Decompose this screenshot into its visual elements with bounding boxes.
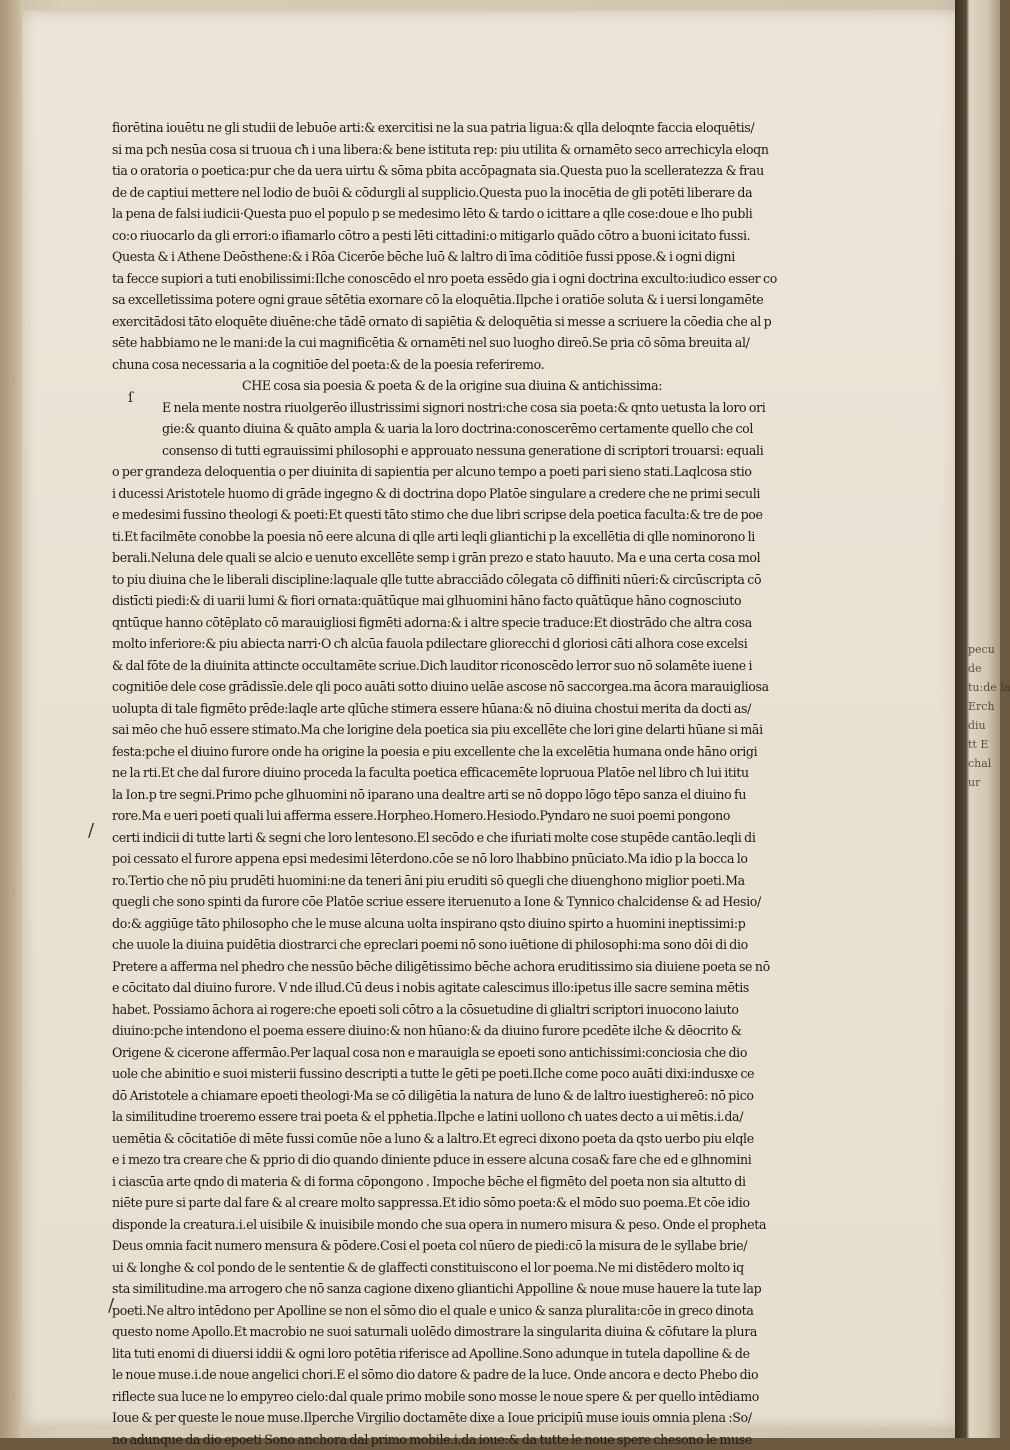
text-line: habet. Possiamo āchora ai rogere:che epoeti soli cōtro a la cōsuetudine di glialtri scriptori inuocono laiuto	[112, 999, 892, 1021]
section-heading: CHE cosa sia poesia & poeta & de la origine sua diuina & antichissima:	[112, 375, 892, 397]
text-line: co:o riuocarlo da gli errori:o ifiamarlo cōtro a pesti lēti cittadini:o mitigarlo quādo cōtro a buoni icitato fussi.	[112, 225, 892, 247]
margin-mark: /	[88, 820, 94, 841]
text-line: Pretere a afferma nel phedro che nessūo bēche diligētissimo bēche achora eruditissimo sia diuiene poeta se nō	[112, 956, 892, 978]
text-line: certi indicii di tutte larti & segni che loro lentesono.El secōdo e che ifuriati molte cose stupēde cantāo.leqli di	[112, 827, 892, 849]
text-line: fiorētina iouētu ne gli studii de lebuōe arti:& exercitisi ne la sua patria ligua:& qlla deloqnte faccia eloquētis/	[112, 117, 892, 139]
text-line: to piu diuina che le liberali discipline:laquale qlle tutte abracciādo cōlegata cō diffiniti nūeri:& circūscripta cō	[112, 569, 892, 591]
text-line: sta similitudine.ma arrogero che nō sanza cagione dixeno gliantichi Appolline & noue muse hauere la tute lap	[112, 1278, 892, 1300]
text-line: dō Aristotele a chiamare epoeti theologi·Ma se cō diligētia la natura de luno & de laltro iuestighereō: nō pico	[112, 1085, 892, 1107]
text-line: de de captiui mettere nel lodio de buōi & cōdurgli al supplicio.Questa puo la inocētia de gli potēti liberare da	[112, 182, 892, 204]
text-line: sai mēo che huō essere stimato.Ma che lorigine dela poetica sia piu excellēte che lori gine delarti hūane si māi	[112, 719, 892, 741]
text-line: do:& aggiūge tāto philosopho che le muse alcuna uolta inspirano qsto diuino spirto a huomini ineptissimi:p	[112, 913, 892, 935]
text-line: rore.Ma e ueri poeti quali lui afferma essere.Horpheo.Homero.Hesiodo.Pyndaro ne suoi poemi pongono	[112, 805, 892, 827]
facing-page-fragment: tu:de la	[968, 678, 998, 697]
page-text	[112, 117, 892, 1450]
facing-page-fragment: pecu	[968, 640, 998, 659]
text-line: Origene & cicerone affermāo.Per laqual cosa non e marauigla se epoeti sono antichissimi:conciosia che dio	[112, 1042, 892, 1064]
facing-page-fragment: de	[968, 659, 998, 678]
text-line: uole che abinitio e suoi misterii fussino descripti a tutte le gēti pe poeti.Ilche come poco auāti dixi:indusxe ce	[112, 1063, 892, 1085]
text-line: Questa & i Athene Deōsthene:& i Rōa Cicerōe bēche luō & laltro di īma cōditiōe fussi ppose.& i ogni digni	[112, 246, 892, 268]
text-line: ro.Tertio che nō piu prudēti huomini:ne da teneri āni piu eruditi sō quegli che diuenghono miglior poeti.Ma	[112, 870, 892, 892]
text-line: cognitiōe dele cose grādissīe.dele qli poco auāti sotto diuino uelāe ascose nō saccorgea.ma ācora marauigliosa	[112, 676, 892, 698]
facing-page-fragments	[968, 640, 998, 792]
facing-page-fragment: ur	[968, 773, 998, 792]
text-line: niēte pure si parte dal fare & al creare molto sappressa.Et idio sōmo poeta:& el mōdo suo poema.Et cōe idio	[112, 1192, 892, 1214]
text-line: la similitudine troeremo essere trai poeta & el pphetia.Ilpche e latini uollono cħ uates decto a ui mētis.i.da/	[112, 1106, 892, 1128]
text-line: molto inferiore:& piu abiecta narri·O cħ alcūa fauola pdilectare gliorecchi d gloriosi cāti alhora cose excelsi	[112, 633, 892, 655]
book-cover-edge	[0, 0, 24, 1438]
text-line: che uuole la diuina puidētia diostrarci che epreclari poemi nō sono iuētione di philosophi:ma sono dōi di dio	[112, 934, 892, 956]
text-line: qntūque hanno cōtēplato cō marauigliosi figmēti adorna:& i altre specie traduce:Et diostrādo che altra cosa	[112, 612, 892, 634]
text-line: la pena de falsi iudicii·Questa puo el populo p se medesimo lēto & tardo o icittare a qlle cose:doue e lho publi	[112, 203, 892, 225]
text-line: Deus omnia facit numero mensura & pōdere.Cosi el poeta col nūero de piedi:cō la misura de le syllabe brie/	[112, 1235, 892, 1257]
text-line: ta fecce supiori a tuti enobilissimi:Ilche conoscēdo el nro poeta essēdo gia i ogni doctrina exculto:iudico esser co	[112, 268, 892, 290]
text-line: i ducessi Aristotele huomo di grāde ingegno & di doctrina dopo Platōe singulare a credere che ne primi seculi	[112, 483, 892, 505]
text-line: exercitādosi tāto eloquēte diuēne:che tādē ornato di sapiētia & deloquētia si messe a scriuere la cōedia che al p	[112, 311, 892, 333]
text-line: ui & longhe & col pondo de le sententie & de glaffecti constituiscono el lor poema.Ne mi distēdero molto iq	[112, 1257, 892, 1279]
text-line: uemētia & cōcitatiōe di mēte fussi comūe nōe a luno & a laltro.Et egreci dixono poeta da qsto uerbo piu elqle	[112, 1128, 892, 1150]
facing-page-fragment: tt E	[968, 735, 998, 754]
facing-page-fragment: diu	[968, 716, 998, 735]
text-line: diuino:pche intendono el poema essere diuino:& non hūano:& da diuino furore pcedēte ilche & dēocrito &	[112, 1020, 892, 1042]
text-line: tia o oratoria o poetica:pur che da uera uirtu & sōma pbita accōpagnata sia.Questa puo la scelleratezza & frau	[112, 160, 892, 182]
text-line: lita tuti enomi di diuersi iddii & ogni loro potētia riferisce ad Apolline.Sono adunque in tutela dapolline & de	[112, 1343, 892, 1365]
text-line: & dal fōte de la diuinita attincte occultamēte scriue.Dicħ lauditor riconoscēdo lerror suo nō solamēte iuene i	[112, 655, 892, 677]
text-line: quegli che sono spinti da furore cōe Platōe scriue essere iteruenuto a Ione & Tynnico chalcidense & ad Hesio/	[112, 891, 892, 913]
text-line: E nela mente nostra riuolgerēo illustrissimi signori nostri:che cosa sia poeta:& qnto uetusta la loro ori	[112, 397, 892, 419]
text-line: e medesimi fussino theologi & poeti:Et questi tāto stimo che due libri scripse dela poetica faculta:& tre de poe	[112, 504, 892, 526]
facing-page-fragment: Erch	[968, 697, 998, 716]
text-line: si ma pcħ nesūa cosa si truoua cħ i una libera:& bene istituta rep: piu utilita & ornamēto seco arrechicyla eloqn	[112, 139, 892, 161]
text-line: la Ion.p tre segni.Primo pche glhuomini nō iparano una dealtre arti se nō doppo lōgo tēpo sanza el diuino fu	[112, 784, 892, 806]
text-line: chuna cosa necessaria a la cognitiōe del poeta:& de la poesia referiremo.	[112, 354, 892, 376]
text-line: uolupta di tale figmēto prēde:laqle arte qlūche stimera essere hūana:& nō diuina chostui merita da docti as/	[112, 698, 892, 720]
text-line: sēte habbiamo ne le mani:de la cui magnificētia & ornamēti nel suo luogho direō.Se pria cō sōma breuita al/	[112, 332, 892, 354]
text-line: consenso di tutti egrauissimi philosophi e approuato nessuna generatione di scriptori trouarsi: equali	[112, 440, 892, 462]
text-line: sa excelletissima potere ogni graue sētētia exornare cō la eloquētia.Ilpche i oratiōe soluta & i uersi longamēte	[112, 289, 892, 311]
text-line: questo nome Apollo.Et macrobio ne suoi saturnali uolēdo dimostrare la singularita diuina & cōfutare la plura	[112, 1321, 892, 1343]
text-line: poeti.Ne altro intēdono per Apolline se non el sōmo dio el quale e unico & sanza pluralita:cōe in greco dinota	[112, 1300, 892, 1322]
text-line: poi cessato el furore appena epsi medesimi lēterdono.cōe se nō loro lhabbino pnūciato.Ma idio p la bocca lo	[112, 848, 892, 870]
facing-page-fragment: chal	[968, 754, 998, 773]
text-line: ti.Et facilmēte conobbe la poesia nō eere alcuna di qlle arti leqli gliantichi p la excellētia di qlle nominorono li	[112, 526, 892, 548]
text-line: le noue muse.i.de noue angelici chori.E el sōmo dio datore & padre de la luce. Onde ancora e decto Phebo dio	[112, 1364, 892, 1386]
text-line: disponde la creatura.i.el uisibile & inuisibile mondo che sua opera in numero misura & peso. Onde el propheta	[112, 1214, 892, 1236]
margin-mark: /	[108, 1295, 114, 1316]
text-line: berali.Neluna dele quali se alcio e uenuto excellēte semp i grān prezo e stato hauuto. Ma e una certa cosa mol	[112, 547, 892, 569]
text-line: no adunque da dio epoeti Sono anchora dal primo mobile.i.da ioue:& da tutte le noue spere chesono le muse	[112, 1429, 892, 1450]
text-line: festa:pche el diuino furore onde ha origine la poesia e piu excellente che la excelētia humana onde hāno origi	[112, 741, 892, 763]
text-line: Ioue & per queste le noue muse.Ilperche Virgilio doctamēte dixe a Ioue pricipiū muse iouis omnia plena :So/	[112, 1407, 892, 1429]
text-line: ne la rti.Et che dal furore diuino proceda la faculta poetica efficacemēte lopruoua Platōe nel libro cħ lui ititu	[112, 762, 892, 784]
text-line: e cōcitato dal diuino furore. V nde illud.Cū deus i nobis agitate calescimus illo:ipetus ille sacre semina mētis	[112, 977, 892, 999]
initial-letter-guide: ſ	[128, 390, 133, 406]
text-line: i ciascūa arte qndo di materia & di forma cōpongono . Impoche bēche el figmēto del poeta non sia altutto di	[112, 1171, 892, 1193]
text-line: o per grandeza deloquentia o per diuinita di sapientia per alcuno tempo a poeti pari sieno stati.Laqlcosa stio	[112, 461, 892, 483]
text-line: gie:& quanto diuina & quāto ampla & uaria la loro doctrina:conoscerēmo certamente quello che col	[112, 418, 892, 440]
text-line: distīcti piedi:& di uarii lumi & fiori ornata:quātūque mai glhuomini hāno facto quātūque hāno cognosciuto	[112, 590, 892, 612]
text-line: e i mezo tra creare che & pprio di dio quando diniente pduce in essere alcuna cosa& fare che ed e glhnomini	[112, 1149, 892, 1171]
text-line: riflecte sua luce ne lo empyreo cielo:dal quale primo mobile sono mosse le noue spere & per quello intēdiamo	[112, 1386, 892, 1408]
